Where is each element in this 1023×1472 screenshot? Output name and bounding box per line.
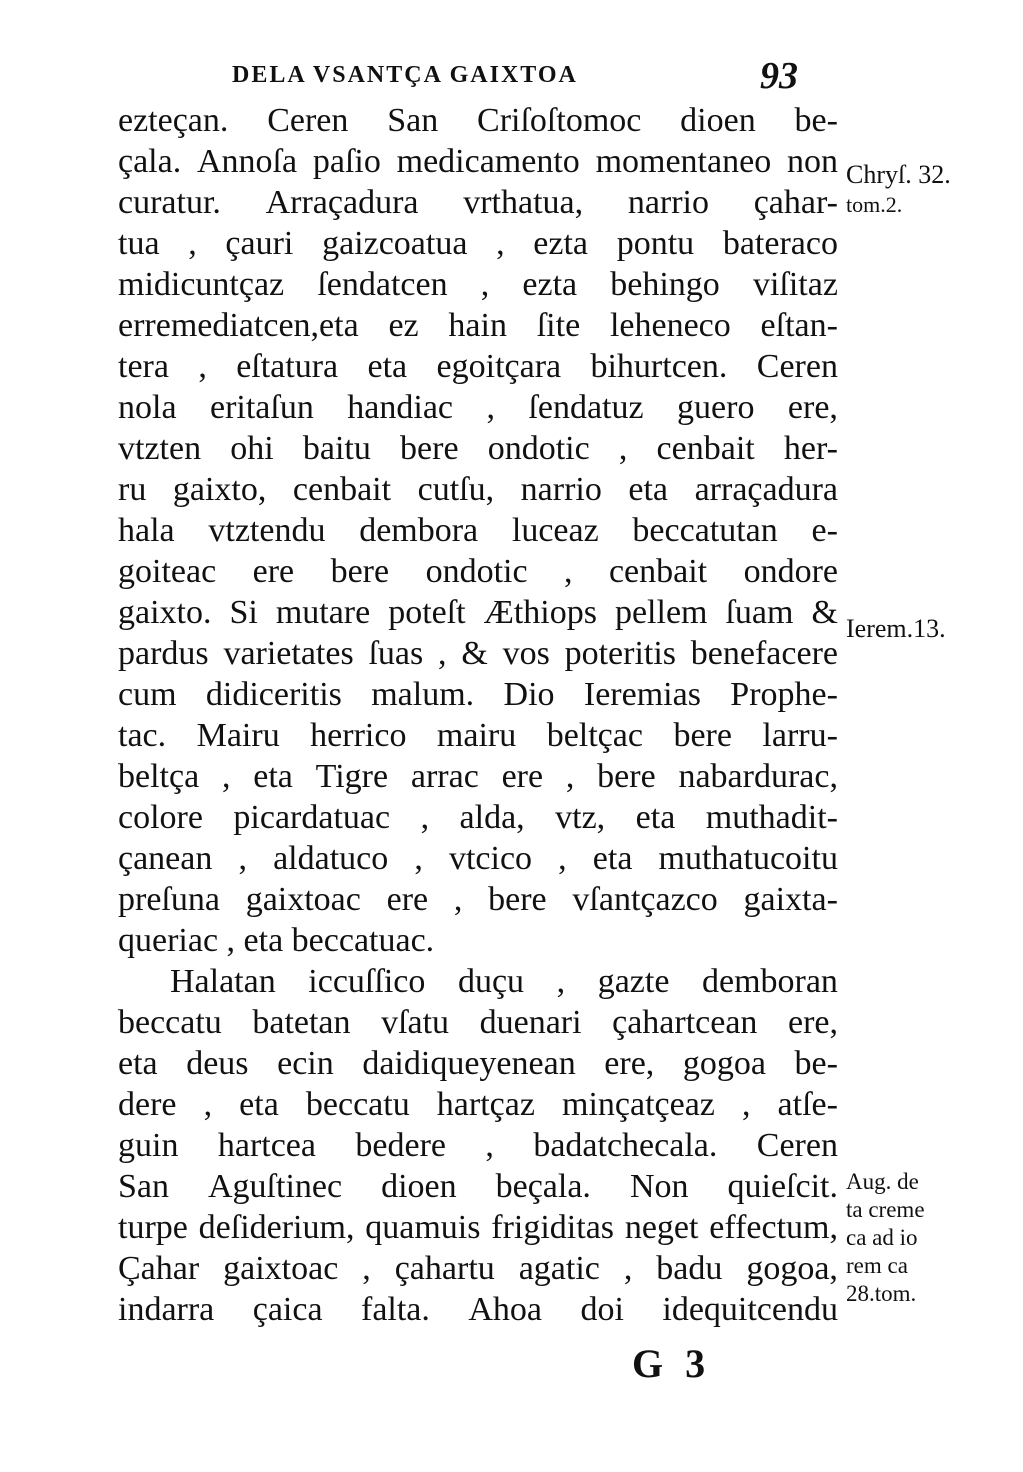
word: ohi [230,430,274,467]
word: bihurtcen. [590,348,728,385]
word: , [198,348,207,385]
margin-note-jeremiah: Ierem.13. [846,614,946,643]
word: , [741,1086,751,1123]
word: curatur. [118,184,221,221]
word: malum. [371,676,475,713]
word: vrthatua, [463,184,584,221]
word: ere, [787,1004,838,1041]
text-line [118,510,838,551]
word: tera [118,348,169,385]
word: badatchecala. [533,1127,718,1164]
word: vtztendu [208,512,326,549]
word: hartcea [217,1127,316,1164]
word: cenbait [292,471,392,508]
text-line [118,1248,838,1289]
word: turpe [118,1209,188,1246]
text-line [118,797,838,838]
word: Ieremias [583,676,701,713]
word: , [188,225,197,262]
word: Prophe- [730,676,838,713]
word: erremediatcen,eta [118,307,359,344]
text-line [118,223,838,264]
word: bere [597,758,656,795]
text-line [118,592,838,633]
word: eta [628,471,669,508]
word: ondotic [487,430,590,467]
word: çaica [252,1291,323,1328]
word: çahar- [753,184,838,221]
word: eritaſun [210,389,314,426]
word: , [565,758,575,795]
word: , [203,1086,213,1123]
word: gaixta- [743,881,838,918]
word: çala. [118,143,182,180]
word: quamuis [365,1209,481,1246]
word: gazte [597,963,670,1000]
word: Non [629,1168,689,1205]
word: bere [488,881,547,918]
word: çauri [225,225,294,262]
word: vtzten [118,430,202,467]
word: her- [783,430,838,467]
word: gaixto. [118,594,212,631]
word: egoitçara [436,348,562,385]
word: muthadit- [705,799,838,836]
text-line [118,264,838,305]
word: behingo [610,266,720,303]
word: hartçaz [436,1086,535,1123]
word: leheneco [609,307,731,344]
word: colore [118,799,203,836]
word: preſuna [118,881,220,918]
text-line [118,428,838,469]
word: benefacere [690,635,838,672]
word: doi [580,1291,624,1328]
word: ere [501,758,544,795]
text-line [118,1043,838,1084]
margin-note-chrysostom [846,160,951,220]
signature-mark: G 3 [632,1341,712,1386]
word: beçala. [495,1168,591,1205]
word: bedere [355,1127,447,1164]
word: vſantçazco [572,881,718,918]
word: luceaz [511,512,599,549]
word: atſe- [777,1086,838,1123]
word: guin [118,1127,179,1164]
word: nola [118,389,177,426]
word: handiac [347,389,454,426]
word: , [623,1250,633,1287]
text-line [118,838,838,879]
text-line [118,633,838,674]
word: eta [367,348,408,385]
word: ecin [277,1045,334,1082]
word: neget [624,1209,699,1246]
word: dioen [381,1168,457,1205]
page-number: 93 [760,55,798,97]
text-line [118,961,838,1002]
word: varietates [223,635,354,672]
word: guero [677,389,755,426]
running-title: DELA VSANTÇA GAIXTOA [232,62,578,88]
margin-note-augustine-line: ca ad io [846,1225,918,1250]
word: Annoſa [197,143,298,180]
word: bateraco [722,225,838,262]
word: herrico [310,717,407,754]
word: bere [330,553,390,590]
word: cenbait [608,553,708,590]
word: narrio [627,184,709,221]
word: duenari [479,1004,582,1041]
text-line [118,100,838,141]
margin-note-augustine-line: Aug. de [846,1169,919,1194]
text-line [118,1166,838,1207]
margin-note-chrysostom-ref: Chryſ. 32. [846,160,951,189]
word: , [362,1250,371,1287]
main-text-column [118,100,838,1330]
word: Æthiops [483,594,597,631]
word: , [480,266,490,303]
word: dembora [359,512,479,549]
word: , [556,963,566,1000]
word: hain [448,307,507,344]
word: ezta [522,266,578,303]
word: eta [253,758,293,795]
word: Halatan [170,963,276,1000]
word: arrac [410,758,479,795]
word: bere [673,717,732,754]
word: Aguſtinec [208,1168,343,1205]
margin-note-augustine-line: ta creme [846,1197,925,1222]
text-line [118,305,838,346]
word: momentaneo [595,143,772,180]
word: , [486,389,495,426]
word: alda, [459,799,525,836]
word: idequitcendu [662,1291,838,1328]
word: ezteçan. [118,102,229,139]
word: midicuntçaz [118,266,285,303]
text-line [118,756,838,797]
text-line [118,674,838,715]
word: ezta [533,225,589,262]
word: gogoa, [746,1250,838,1287]
word: beltça [118,758,200,795]
word: beccatutan [632,512,778,549]
word: Dio [503,676,555,713]
word: gaizcoatua [322,225,468,262]
word: Arraçadura [265,184,419,221]
text-line [118,1289,838,1330]
word: San [387,102,439,139]
margin-note-augustine-line: rem ca [846,1253,908,1278]
word: minçatçeaz [562,1086,715,1123]
word: ere [252,553,295,590]
word: , [558,840,567,877]
word: bere [400,430,459,467]
text-line [118,346,838,387]
word: nabardurac, [678,758,838,795]
word: agatic [518,1250,600,1287]
word: batetan [252,1004,351,1041]
word: ſuas [368,635,424,672]
word: çanean [118,840,213,877]
margin-note-augustine [846,1168,925,1308]
word: goiteac [118,553,217,590]
word: ere, [604,1045,655,1082]
word: ere [386,881,429,918]
word: cum [118,676,177,713]
word: beccatu [305,1086,410,1123]
word: non [786,143,838,180]
word: , [485,1127,494,1164]
word: ſite [536,307,581,344]
word: didiceritis [205,676,342,713]
text-line [118,1084,838,1125]
word: muthatucoitu [658,840,838,877]
word: mairu [436,717,517,754]
word: frigiditas [491,1209,615,1246]
word: ere, [787,389,838,426]
word: Ahoa [468,1291,543,1328]
word: cutſu, [417,471,495,508]
word: viſitaz [752,266,838,303]
word: , [420,799,430,836]
word: baitu [302,430,371,467]
word: larru- [762,717,838,754]
word: ez [388,307,419,344]
word: hala [118,512,175,549]
word: eta [592,840,633,877]
word: gaixtoac [245,881,361,918]
margin-note-augustine-line: 28.tom. [846,1281,917,1306]
word: ſendatcen [317,266,448,303]
word: falta. [361,1291,430,1328]
page-header [232,52,832,102]
word: ſendatuz [528,389,644,426]
word: Ceren [756,348,838,385]
margin-note-chrysostom-tome: tom.2. [846,192,903,217]
word: , [564,553,573,590]
word: poteſt [388,594,466,631]
word: pontu [616,225,695,262]
word: & [461,635,488,672]
word: ſuam [725,594,794,631]
text-line [118,715,838,756]
word: paſio [312,143,381,180]
word: deſiderium, [198,1209,355,1246]
text-line: queriac , eta beccatuac. [118,922,435,959]
word: eſtan- [760,307,838,344]
word: demboran [701,963,838,1000]
word: tac. [118,717,167,754]
word: , [414,840,423,877]
word: San [118,1168,169,1205]
word: be- [794,1045,838,1082]
word: & [811,594,838,631]
word: duçu [457,963,525,1000]
text-line [118,387,838,428]
word: eta [239,1086,279,1123]
word: Si [229,594,258,631]
word: dioen [680,102,756,139]
word: medicamento [396,143,580,180]
text-line [118,551,838,592]
word: gaixto, [172,471,267,508]
word: çahartcean [612,1004,758,1041]
word: eta [118,1045,158,1082]
word: quieſcit. [727,1168,838,1205]
word: effectum, [709,1209,838,1246]
text-line [118,469,838,510]
word: , [618,430,628,467]
word: vſatu [381,1004,450,1041]
text-line [118,1207,838,1248]
word: Criſoſtomoc [477,102,642,139]
word: deus [186,1045,249,1082]
word: , [221,758,231,795]
word: gaixtoac [223,1250,339,1287]
word: beccatu [118,1004,222,1041]
word: ondore [743,553,838,590]
word: Çahar [118,1250,200,1287]
word: dere [118,1086,177,1123]
word: Ceren [267,102,349,139]
word: arraçadura [694,471,838,508]
word: badu [656,1250,723,1287]
word: iccuſſico [308,963,426,1000]
word: daidiqueyenean [362,1045,576,1082]
word: pardus [118,635,209,672]
word: Mairu [196,717,280,754]
word: Tigre [315,758,389,795]
word: ondotic [425,553,528,590]
word: cenbait [656,430,755,467]
word: poteritis [564,635,677,672]
word: picardatuac [233,799,391,836]
word: indarra [118,1291,215,1328]
text-line [118,182,838,223]
word: ru [118,471,147,508]
word: , [496,225,505,262]
word: gogoa [682,1045,766,1082]
margin-notes [846,0,1016,1472]
word: narrio [520,471,602,508]
word: e- [811,512,838,549]
word: be- [794,102,838,139]
word: vtcico [448,840,533,877]
word: pellem [614,594,708,631]
word: vos [502,635,550,672]
text-line [118,1002,838,1043]
text-line [118,1125,838,1166]
word: tua [118,225,160,262]
word: , [238,840,247,877]
word: eſtatura [236,348,339,385]
word: mutare [275,594,371,631]
word: , [438,635,447,672]
word: çahartu [394,1250,495,1287]
word: , [453,881,463,918]
word: beltçac [546,717,643,754]
word: eta [635,799,676,836]
word: Ceren [756,1127,838,1164]
text-line [118,141,838,182]
text-line [118,879,838,920]
word: vtz, [555,799,606,836]
word: aldatuco [273,840,389,877]
